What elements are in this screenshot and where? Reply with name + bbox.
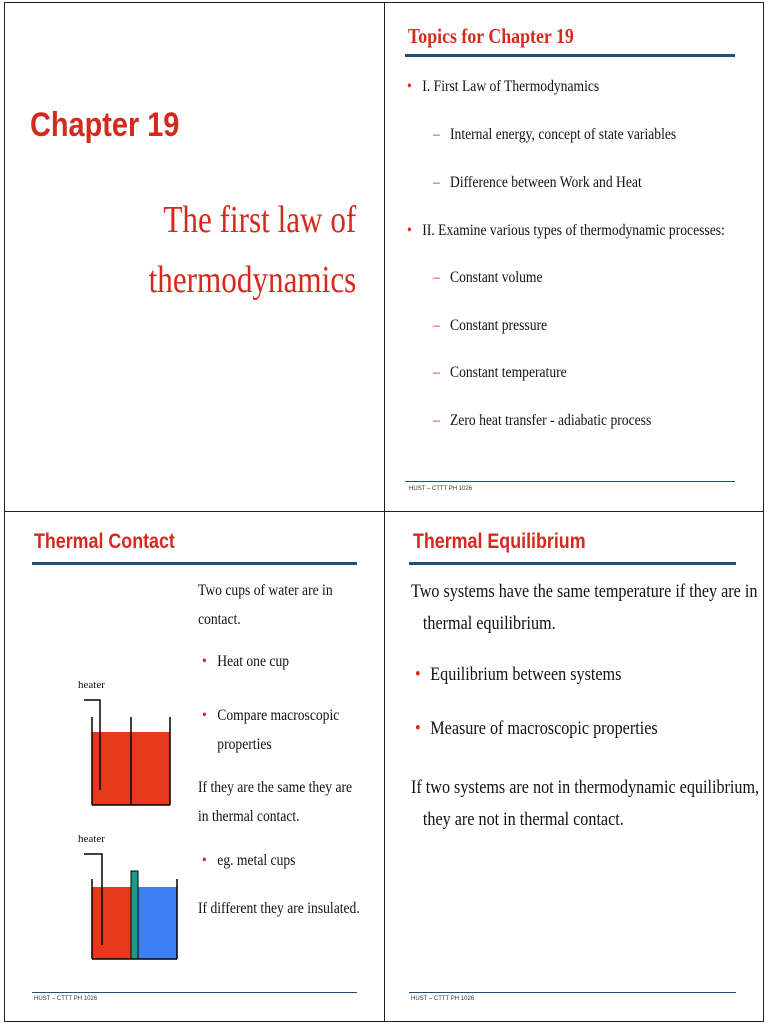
topic-item-2 bbox=[407, 222, 725, 240]
red-water-cup bbox=[92, 887, 132, 959]
bullet-dot: • bbox=[407, 222, 412, 239]
slide-chapter-title bbox=[4, 2, 384, 511]
footer-rule bbox=[409, 992, 736, 993]
bullet-text: Equilibrium between systems bbox=[430, 664, 622, 685]
topic-item-1 bbox=[407, 78, 599, 96]
para2-line2: they are not in thermal contact. bbox=[422, 809, 624, 830]
contact-bullet-2 bbox=[202, 701, 339, 759]
slide-title-line1: The first law of bbox=[163, 199, 356, 241]
heater-label-1: heater bbox=[78, 679, 105, 691]
topic-text: Constant temperature bbox=[450, 364, 567, 381]
thermal-contact-title-rule bbox=[32, 562, 357, 565]
para2-line1: If two systems are not in thermodynamic equilibrium, bbox=[411, 777, 760, 798]
equilibrium-bullet-1 bbox=[415, 664, 621, 686]
heater-label-2: heater bbox=[78, 833, 105, 845]
same-text-block bbox=[198, 773, 352, 831]
chapter-heading: Chapter 19 bbox=[30, 106, 180, 144]
thermal-equilibrium-title: Thermal Equilibrium bbox=[413, 530, 586, 553]
equilibrium-para-1 bbox=[411, 576, 757, 640]
contact-bullet-1 bbox=[202, 653, 289, 671]
dash-marker: – bbox=[433, 412, 440, 429]
topic-text: I. First Law of Thermodynamics bbox=[422, 78, 600, 95]
equilibrium-para-2 bbox=[411, 772, 759, 836]
topic-text: Constant pressure bbox=[450, 317, 548, 334]
slide-title-line2: thermodynamics bbox=[148, 259, 356, 301]
slide-thermal-equilibrium bbox=[385, 512, 764, 1022]
slide-topics bbox=[385, 2, 764, 511]
contact-text-block bbox=[198, 576, 333, 634]
topic-subitem-4 bbox=[433, 317, 547, 335]
footer-text: HUST – CTTT PH 1026 bbox=[34, 996, 98, 1002]
dash-marker: – bbox=[433, 269, 440, 286]
bullet-dot: • bbox=[415, 664, 421, 685]
bullet-dot: • bbox=[202, 653, 207, 670]
topics-title: Topics for Chapter 19 bbox=[408, 24, 574, 48]
blue-water-cup bbox=[137, 887, 177, 959]
topic-subitem-1 bbox=[433, 126, 676, 144]
intro-line1: Two cups of water are in bbox=[198, 582, 333, 599]
bullet-dot: • bbox=[407, 78, 412, 95]
bullet-dot: • bbox=[202, 707, 207, 724]
para1-line1: Two systems have the same temperature if they are in bbox=[411, 581, 758, 602]
footer-text: HUST – CTTT PH 1026 bbox=[411, 996, 475, 1002]
contact-bullet-3 bbox=[202, 852, 295, 870]
dash-marker: – bbox=[433, 174, 440, 191]
thermal-equilibrium-title-rule bbox=[409, 562, 736, 565]
topic-subitem-3 bbox=[433, 269, 543, 287]
same-line1: If they are the same they are bbox=[198, 779, 353, 796]
footer-rule bbox=[405, 481, 735, 482]
equilibrium-bullet-2 bbox=[415, 718, 658, 740]
topics-title-rule bbox=[405, 54, 735, 57]
para1-line2: thermal equilibrium. bbox=[422, 613, 556, 634]
topic-text: Internal energy, concept of state variables bbox=[450, 126, 677, 143]
metal-wall bbox=[131, 871, 138, 959]
single-cup-diagram bbox=[84, 695, 174, 810]
topic-text: Zero heat transfer - adiabatic process bbox=[450, 412, 652, 429]
footer-text: HUST – CTTT PH 1026 bbox=[409, 486, 473, 492]
topic-subitem-2 bbox=[433, 174, 642, 192]
bullet-text: Measure of macroscopic properties bbox=[430, 718, 658, 739]
dash-marker: – bbox=[433, 317, 440, 334]
different-text: If different they are insulated. bbox=[198, 900, 360, 917]
bullet-text-cont: properties bbox=[217, 736, 272, 753]
footer-rule bbox=[32, 992, 357, 993]
topic-subitem-5 bbox=[433, 364, 567, 382]
slide-thermal-contact bbox=[4, 512, 384, 1022]
thermal-contact-title: Thermal Contact bbox=[34, 530, 175, 553]
intro-line2: contact. bbox=[198, 611, 241, 628]
dash-marker: – bbox=[433, 126, 440, 143]
topic-text: II. Examine various types of thermodynamic processes: bbox=[422, 222, 725, 239]
topic-text: Difference between Work and Heat bbox=[450, 174, 642, 191]
same-line2: in thermal contact. bbox=[198, 808, 300, 825]
topic-subitem-6 bbox=[433, 412, 651, 430]
bullet-text: Compare macroscopic bbox=[217, 707, 340, 724]
bullet-dot: • bbox=[202, 852, 207, 869]
dash-marker: – bbox=[433, 364, 440, 381]
topic-text: Constant volume bbox=[450, 269, 543, 286]
bullet-text: Heat one cup bbox=[217, 653, 290, 670]
two-cups-diagram bbox=[84, 849, 182, 965]
bullet-dot: • bbox=[415, 718, 421, 739]
bullet-text: eg. metal cups bbox=[217, 852, 296, 869]
